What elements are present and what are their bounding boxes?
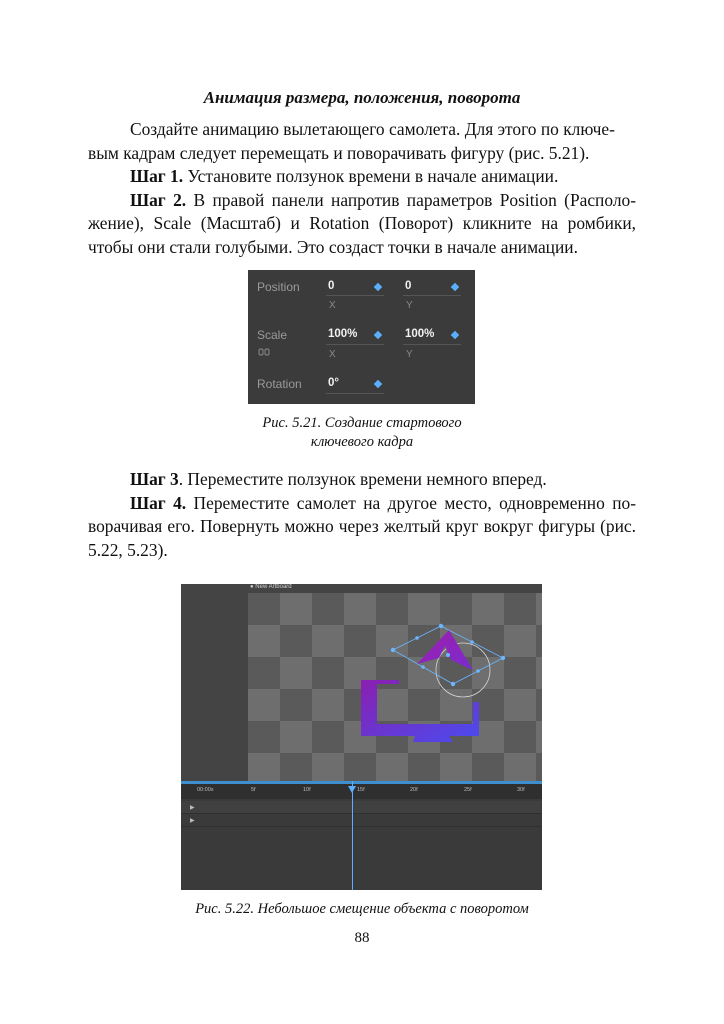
step-3-text: . Переместите ползунок времени немного вперед. xyxy=(178,469,547,489)
figure-5-21-caption-line-2: ключевого кадра xyxy=(310,434,414,450)
expand-arrow-icon[interactable]: ▶ xyxy=(190,805,195,811)
transform-handle-icon[interactable] xyxy=(446,653,450,657)
rotation-underline xyxy=(326,393,384,394)
timeline-track-row[interactable] xyxy=(181,801,542,814)
intro-line-2: вым кадрам следует перемещать и поворачивать фигуру (рис. 5.21). xyxy=(88,142,590,163)
position-y-underline xyxy=(403,295,461,296)
figure-5-22-caption: Рис. 5.22. Небольшое смещение объекта с поворотом xyxy=(195,901,529,917)
figure-5-21-caption xyxy=(0,414,724,452)
position-y-keyframe-diamond-icon[interactable] xyxy=(451,283,459,291)
position-label: Position xyxy=(257,280,300,294)
timeline-playhead[interactable] xyxy=(352,781,353,890)
position-x-keyframe-diamond-icon[interactable] xyxy=(374,283,382,291)
step-2-label: Шаг 2. xyxy=(130,189,187,210)
transform-handle-icon[interactable] xyxy=(391,648,395,652)
transform-handle-icon[interactable] xyxy=(415,636,419,640)
step-3 xyxy=(88,468,636,492)
ruler-tick-label: 15f xyxy=(357,787,365,793)
step-4-text: Переместите самолет на другое место, одновременно по-ворачивая его. Повернуть можно через желтый круг вокруг фигуры (рис. 5.22, 5.23). xyxy=(88,492,636,560)
step-4-label: Шаг 4. xyxy=(130,492,187,513)
ruler-tick-label: 5f xyxy=(251,787,256,793)
scale-y-value[interactable]: 100% xyxy=(405,328,435,340)
expand-arrow-icon[interactable]: ▶ xyxy=(190,818,195,824)
scale-x-underline xyxy=(326,344,384,345)
section-heading: Анимация размера, положения, поворота xyxy=(203,88,521,107)
position-y-value[interactable]: 0 xyxy=(405,280,412,292)
step-4 xyxy=(88,492,636,563)
timeline-ruler[interactable] xyxy=(181,784,542,799)
transform-handle-icon[interactable] xyxy=(421,665,425,669)
step-2-text: В правой панели напротив параметров Position (Располо-жение), Scale (Масштаб) и Rotation (Поворот) кликните на ромбики, чтобы они стали голубыми. Это создаст точки в начале анимации. xyxy=(88,189,636,257)
artboard-canvas[interactable] xyxy=(181,584,542,781)
intro-line-1: Создайте анимацию вылетающего самолета. Для этого по ключе- xyxy=(130,119,615,139)
rotation-label: Rotation xyxy=(257,377,302,391)
intro-paragraph xyxy=(88,118,636,259)
transform-handle-icon[interactable] xyxy=(476,669,480,673)
position-x-underline xyxy=(326,295,384,296)
ruler-tick-label: 20f xyxy=(410,787,418,793)
step-1-text: Установите ползунок времени в начале анимации. xyxy=(183,166,559,186)
step-1 xyxy=(88,165,636,189)
steps-3-4-paragraph xyxy=(88,468,636,562)
keyframe-properties-panel xyxy=(248,270,475,404)
scale-x-value[interactable]: 100% xyxy=(328,328,358,340)
transform-handle-icon[interactable] xyxy=(501,656,505,660)
ruler-tick-label: 25f xyxy=(464,787,472,793)
rotation-keyframe-diamond-icon[interactable] xyxy=(374,380,382,388)
timeline-panel xyxy=(181,781,542,890)
figure-5-21-caption-line-1: Рис. 5.21. Создание стартового xyxy=(262,415,462,431)
page-number: 88 xyxy=(354,930,370,946)
position-y-axis-label: Y xyxy=(406,300,413,311)
position-x-value[interactable]: 0 xyxy=(328,280,335,292)
step-2 xyxy=(88,189,636,260)
scale-x-keyframe-diamond-icon[interactable] xyxy=(374,331,382,339)
scale-x-axis-label: X xyxy=(329,349,336,360)
checkerboard-background xyxy=(248,593,542,781)
scale-y-axis-label: Y xyxy=(406,349,413,360)
playhead-handle-icon[interactable] xyxy=(348,786,356,793)
animation-editor-screenshot xyxy=(181,584,542,890)
ruler-tick-label: 00:00s xyxy=(197,787,214,793)
link-proportions-icon[interactable] xyxy=(258,347,270,357)
artboard-title: ● New Artboard xyxy=(250,584,292,590)
scale-y-keyframe-diamond-icon[interactable] xyxy=(451,331,459,339)
rotation-value[interactable]: 0° xyxy=(328,377,339,389)
transform-handle-icon[interactable] xyxy=(451,682,455,686)
ruler-tick-label: 10f xyxy=(303,787,311,793)
scale-label: Scale xyxy=(257,328,288,342)
transform-handle-icon[interactable] xyxy=(470,640,474,644)
position-x-axis-label: X xyxy=(329,300,336,311)
step-3-label: Шаг 3 xyxy=(130,469,179,489)
ruler-tick-label: 30f xyxy=(517,787,525,793)
step-1-label: Шаг 1. xyxy=(130,166,184,186)
transform-handle-icon[interactable] xyxy=(439,624,443,628)
timeline-track-row[interactable] xyxy=(181,814,542,827)
scale-y-underline xyxy=(403,344,461,345)
